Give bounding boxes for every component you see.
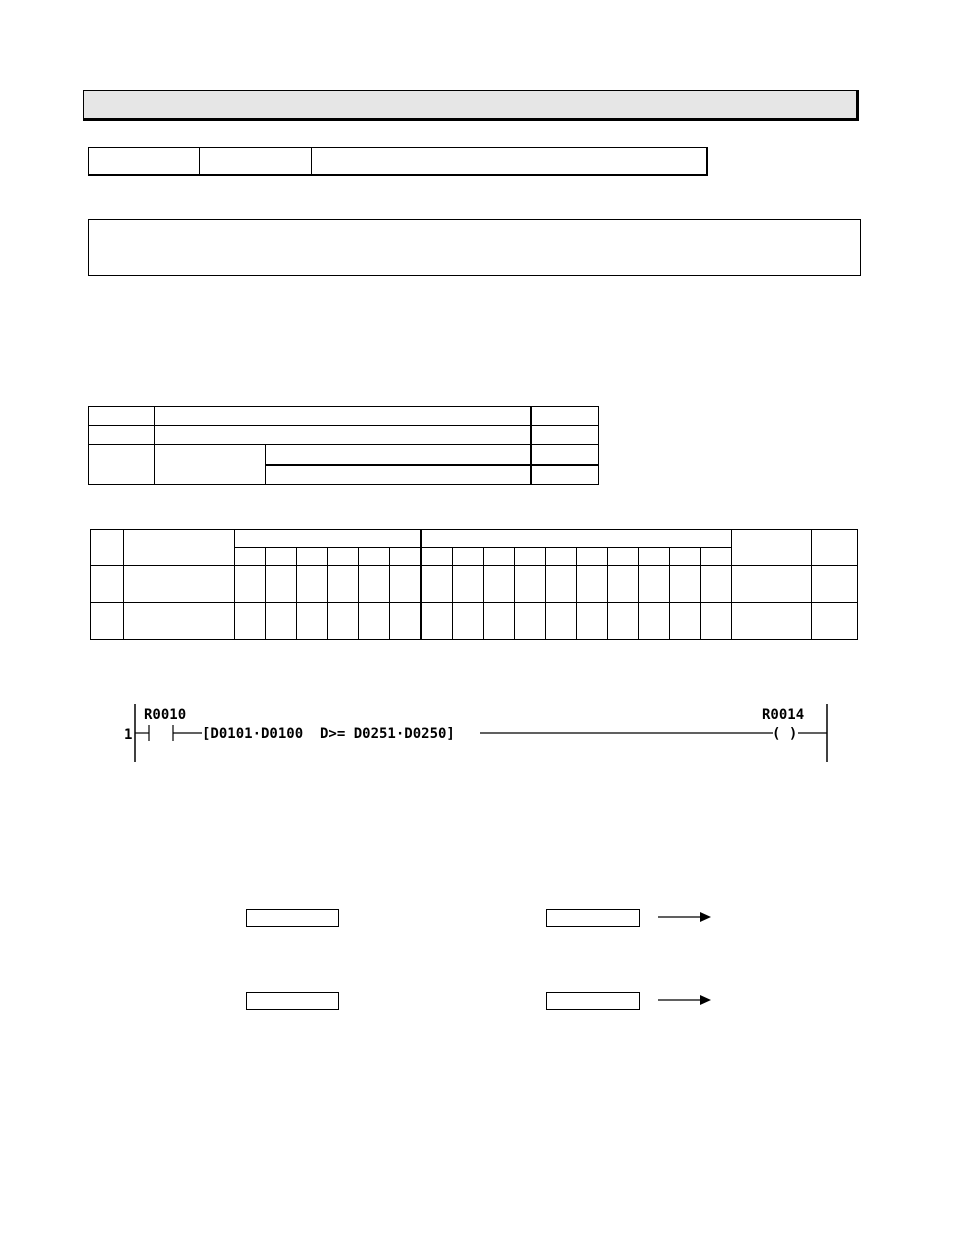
operand-cell	[266, 465, 532, 485]
description-box	[88, 219, 861, 276]
ladder-svg	[118, 700, 838, 766]
matrix-cell	[453, 603, 484, 640]
matrix-cell	[515, 548, 546, 566]
operand-cell	[89, 426, 155, 445]
operand-cell	[531, 407, 599, 426]
strip-cell-symbol	[312, 148, 706, 174]
device-matrix-table	[90, 529, 858, 640]
matrix-cell	[670, 548, 701, 566]
matrix-cell	[359, 603, 390, 640]
section-title-banner	[83, 90, 859, 121]
matrix-cell	[608, 566, 639, 603]
matrix-cell	[484, 603, 515, 640]
matrix-cell	[266, 566, 297, 603]
matrix-cell	[484, 548, 515, 566]
matrix-group-header	[421, 530, 732, 548]
matrix-cell	[577, 603, 608, 640]
matrix-cell	[812, 566, 858, 603]
coil-symbol: ( )	[772, 726, 798, 742]
matrix-cell	[608, 603, 639, 640]
matrix-cell	[453, 548, 484, 566]
matrix-cell	[546, 548, 577, 566]
matrix-cell	[124, 530, 235, 566]
operand-cell	[266, 445, 532, 465]
matrix-cell	[515, 603, 546, 640]
matrix-cell	[812, 530, 858, 566]
matrix-cell	[670, 603, 701, 640]
rung-number: 1	[124, 727, 133, 743]
matrix-cell	[421, 548, 453, 566]
matrix-cell	[328, 603, 359, 640]
operand-table	[88, 406, 599, 485]
example-left-box	[246, 909, 339, 927]
matrix-cell	[546, 603, 577, 640]
operand-cell	[155, 407, 532, 426]
matrix-cell	[91, 566, 124, 603]
matrix-cell	[701, 566, 732, 603]
operand-cell	[89, 407, 155, 426]
matrix-cell	[812, 603, 858, 640]
matrix-cell	[235, 548, 266, 566]
compare-instruction: [D0101·D0100 D>= D0251·D0250]	[202, 726, 455, 742]
matrix-cell	[732, 603, 812, 640]
instruction-header-strip	[88, 147, 708, 176]
operand-cell	[89, 445, 155, 485]
matrix-cell	[390, 566, 422, 603]
matrix-cell	[639, 603, 670, 640]
contact-device-label: R0010	[144, 707, 187, 723]
matrix-cell	[577, 566, 608, 603]
ladder-diagram	[118, 700, 838, 766]
matrix-cell	[453, 566, 484, 603]
matrix-cell	[390, 548, 422, 566]
matrix-cell	[297, 566, 328, 603]
matrix-cell	[359, 566, 390, 603]
matrix-cell	[390, 603, 422, 640]
matrix-cell	[732, 566, 812, 603]
matrix-cell	[608, 548, 639, 566]
matrix-cell	[91, 603, 124, 640]
matrix-cell	[546, 566, 577, 603]
matrix-group-header	[235, 530, 422, 548]
matrix-cell	[670, 566, 701, 603]
matrix-cell	[484, 566, 515, 603]
result-arrow-icon	[658, 910, 714, 924]
coil-device-label: R0014	[762, 707, 805, 723]
matrix-cell	[124, 603, 235, 640]
matrix-cell	[91, 530, 124, 566]
matrix-cell	[639, 566, 670, 603]
matrix-cell	[235, 566, 266, 603]
matrix-cell	[328, 566, 359, 603]
matrix-cell	[124, 566, 235, 603]
operand-cell	[531, 465, 599, 485]
matrix-cell	[701, 603, 732, 640]
matrix-cell	[297, 603, 328, 640]
operand-cell	[155, 426, 532, 445]
example-right-box	[546, 992, 640, 1010]
matrix-cell	[421, 566, 453, 603]
matrix-cell	[235, 603, 266, 640]
matrix-cell	[359, 548, 390, 566]
matrix-cell	[328, 548, 359, 566]
operand-cell	[155, 445, 266, 485]
result-arrow-icon	[658, 993, 714, 1007]
strip-cell-name	[200, 148, 312, 174]
matrix-cell	[577, 548, 608, 566]
matrix-cell	[421, 603, 453, 640]
operand-cell	[531, 445, 599, 465]
matrix-cell	[515, 566, 546, 603]
example-right-box	[546, 909, 640, 927]
matrix-cell	[639, 548, 670, 566]
example-left-box	[246, 992, 339, 1010]
matrix-cell	[266, 603, 297, 640]
matrix-cell	[701, 548, 732, 566]
operand-cell	[531, 426, 599, 445]
matrix-cell	[732, 530, 812, 566]
strip-cell-code	[89, 148, 200, 174]
matrix-cell	[297, 548, 328, 566]
contact-symbol	[149, 725, 202, 741]
matrix-cell	[266, 548, 297, 566]
